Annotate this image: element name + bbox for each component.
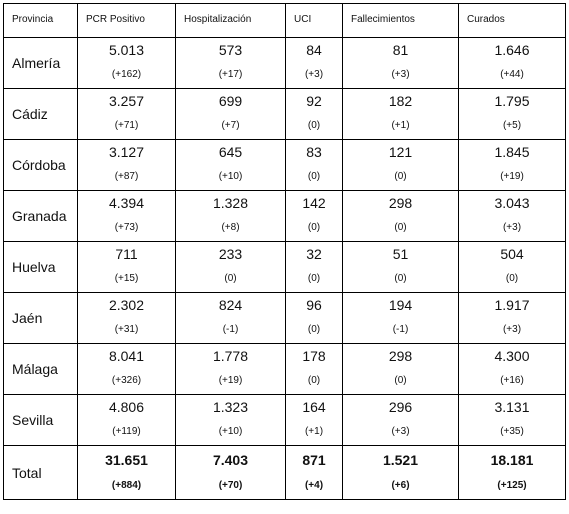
cell-change: (0)	[394, 273, 407, 284]
cell-change: (-1)	[222, 324, 239, 335]
curados-cell	[459, 395, 566, 446]
fallecimientos-cell	[343, 140, 459, 191]
pcr-positivo-cell	[78, 191, 176, 242]
cell-change: (+3)	[304, 69, 324, 80]
header-provincia: Provincia	[4, 4, 78, 38]
pcr-positivo-total-cell	[78, 446, 176, 500]
fallecimientos-cell	[343, 293, 459, 344]
cell-value: 31.651	[105, 452, 148, 468]
cell-change: (+119)	[112, 426, 141, 437]
cell-change: (0)	[307, 171, 321, 182]
cell-change: (+7)	[221, 120, 240, 131]
cell-value: 96	[306, 297, 322, 313]
pcr-positivo-cell	[78, 293, 176, 344]
cell-value: 7.403	[212, 452, 249, 468]
cell-change: (0)	[394, 171, 407, 182]
curados-cell	[459, 140, 566, 191]
cell-value: 5.013	[108, 42, 145, 58]
province-name: Jaén	[4, 293, 78, 344]
cell-value: 182	[388, 93, 413, 109]
header-hospitalizacion: Hospitalización	[176, 4, 286, 38]
province-name: Almería	[4, 38, 78, 89]
cell-change: (+87)	[114, 171, 139, 182]
cell-value: 81	[392, 42, 409, 58]
table-row	[4, 395, 566, 446]
cell-value: 1.917	[494, 297, 530, 313]
cell-value: 573	[218, 42, 243, 58]
total-row	[4, 446, 566, 500]
cell-change: (0)	[224, 273, 237, 284]
header-pcr-positivo: PCR Positivo	[78, 4, 176, 38]
header-curados: Curados	[459, 4, 566, 38]
cell-value: 2.302	[108, 297, 145, 313]
cell-value: 18.181	[490, 452, 534, 468]
cell-change: (+162)	[111, 69, 142, 80]
cell-change: (+3)	[502, 222, 522, 233]
cell-change: (+6)	[391, 480, 410, 491]
hospitalizacion-total-cell	[176, 446, 286, 500]
cell-value: 1.646	[494, 42, 530, 58]
cell-change: (+884)	[111, 480, 142, 491]
cell-value: 4.806	[108, 399, 145, 415]
curados-cell	[459, 89, 566, 140]
curados-cell	[459, 242, 566, 293]
uci-cell	[286, 140, 343, 191]
uci-cell	[286, 242, 343, 293]
cell-value: 178	[302, 348, 326, 364]
cell-change: (+3)	[391, 69, 410, 80]
cell-change: (+125)	[497, 480, 527, 491]
cell-value: 194	[388, 297, 413, 313]
uci-cell	[286, 38, 343, 89]
header-fallecimientos: Fallecimientos	[343, 4, 459, 38]
cell-change: (+10)	[218, 426, 243, 437]
fallecimientos-cell	[343, 242, 459, 293]
table-row	[4, 191, 566, 242]
cell-change: (+35)	[500, 426, 524, 437]
cell-value: 84	[306, 42, 322, 58]
cell-change: (+19)	[500, 171, 524, 182]
cell-value: 4.300	[494, 348, 530, 364]
uci-cell	[286, 89, 343, 140]
cell-value: 3.127	[108, 144, 145, 160]
cell-value: 1.845	[494, 144, 530, 160]
covid-andalucia-table	[3, 3, 566, 500]
curados-total-cell	[459, 446, 566, 500]
cell-change: (0)	[307, 375, 321, 386]
cell-value: 233	[218, 246, 243, 262]
cell-change: (+3)	[502, 324, 522, 335]
cell-change: (+70)	[218, 480, 243, 491]
province-name: Granada	[4, 191, 78, 242]
cell-change: (+1)	[304, 426, 324, 437]
uci-cell	[286, 191, 343, 242]
cell-value: 871	[302, 452, 326, 468]
cell-value: 3.257	[108, 93, 145, 109]
cell-value: 83	[306, 144, 322, 160]
cell-value: 1.795	[494, 93, 530, 109]
cell-change: (+44)	[500, 69, 524, 80]
cell-value: 645	[218, 144, 243, 160]
hospitalizacion-cell	[176, 344, 286, 395]
cell-change: (+3)	[391, 426, 410, 437]
cell-value: 51	[392, 246, 409, 262]
cell-value: 121	[388, 144, 413, 160]
cell-change: (0)	[505, 273, 519, 284]
cell-value: 298	[388, 348, 413, 364]
cell-value: 8.041	[108, 348, 145, 364]
hospitalizacion-cell	[176, 191, 286, 242]
cell-value: 824	[218, 297, 243, 313]
uci-total-cell	[286, 446, 343, 500]
cell-value: 1.328	[212, 195, 249, 211]
pcr-positivo-cell	[78, 140, 176, 191]
cell-change: (0)	[307, 324, 321, 335]
table-row	[4, 293, 566, 344]
table-row	[4, 344, 566, 395]
cell-value: 504	[500, 246, 524, 262]
cell-change: (+19)	[218, 375, 243, 386]
fallecimientos-total-cell	[343, 446, 459, 500]
cell-change: (-1)	[392, 324, 409, 335]
cell-value: 92	[306, 93, 322, 109]
fallecimientos-cell	[343, 89, 459, 140]
hospitalizacion-cell	[176, 38, 286, 89]
cell-value: 296	[388, 399, 413, 415]
cell-change: (+71)	[114, 120, 139, 131]
curados-cell	[459, 344, 566, 395]
cell-value: 1.778	[212, 348, 249, 364]
cell-value: 699	[218, 93, 243, 109]
table-row	[4, 140, 566, 191]
table-row	[4, 89, 566, 140]
cell-value: 711	[115, 246, 138, 262]
uci-cell	[286, 293, 343, 344]
cell-value: 4.394	[108, 195, 145, 211]
pcr-positivo-cell	[78, 38, 176, 89]
cell-change: (+8)	[221, 222, 240, 233]
cell-change: (+1)	[391, 120, 410, 131]
pcr-positivo-cell	[78, 344, 176, 395]
uci-cell	[286, 395, 343, 446]
table-row	[4, 38, 566, 89]
cell-change: (0)	[307, 273, 321, 284]
cell-change: (+16)	[500, 375, 524, 386]
cell-change: (+5)	[502, 120, 522, 131]
hospitalizacion-cell	[176, 293, 286, 344]
pcr-positivo-cell	[78, 89, 176, 140]
cell-change: (0)	[307, 120, 321, 131]
cell-value: 3.131	[494, 399, 530, 415]
uci-cell	[286, 344, 343, 395]
cell-change: (0)	[394, 375, 407, 386]
total-label: Total	[4, 446, 78, 500]
cell-change: (0)	[307, 222, 321, 233]
cell-change: (+10)	[218, 171, 243, 182]
cell-value: 32	[306, 246, 322, 262]
cell-value: 142	[302, 195, 326, 211]
cell-value: 298	[388, 195, 413, 211]
cell-change: (+15)	[114, 273, 139, 284]
cell-change: (+17)	[218, 69, 243, 80]
cell-value: 3.043	[494, 195, 530, 211]
cell-change: (+31)	[114, 324, 139, 335]
cell-change: (+73)	[114, 222, 139, 233]
cell-change: (+4)	[304, 480, 324, 491]
province-name: Sevilla	[4, 395, 78, 446]
header-uci: UCI	[286, 4, 343, 38]
pcr-positivo-cell	[78, 242, 176, 293]
cell-value: 164	[302, 399, 326, 415]
province-name: Córdoba	[4, 140, 78, 191]
header-row	[4, 4, 566, 38]
hospitalizacion-cell	[176, 242, 286, 293]
curados-cell	[459, 293, 566, 344]
hospitalizacion-cell	[176, 89, 286, 140]
curados-cell	[459, 191, 566, 242]
hospitalizacion-cell	[176, 140, 286, 191]
fallecimientos-cell	[343, 395, 459, 446]
fallecimientos-cell	[343, 191, 459, 242]
pcr-positivo-cell	[78, 395, 176, 446]
fallecimientos-cell	[343, 38, 459, 89]
cell-change: (0)	[394, 222, 407, 233]
cell-value: 1.323	[212, 399, 249, 415]
fallecimientos-cell	[343, 344, 459, 395]
cell-value: 1.521	[382, 452, 419, 468]
table-row	[4, 242, 566, 293]
curados-cell	[459, 38, 566, 89]
province-name: Cádiz	[4, 89, 78, 140]
province-name: Huelva	[4, 242, 78, 293]
hospitalizacion-cell	[176, 395, 286, 446]
cell-change: (+326)	[111, 375, 142, 386]
province-name: Málaga	[4, 344, 78, 395]
